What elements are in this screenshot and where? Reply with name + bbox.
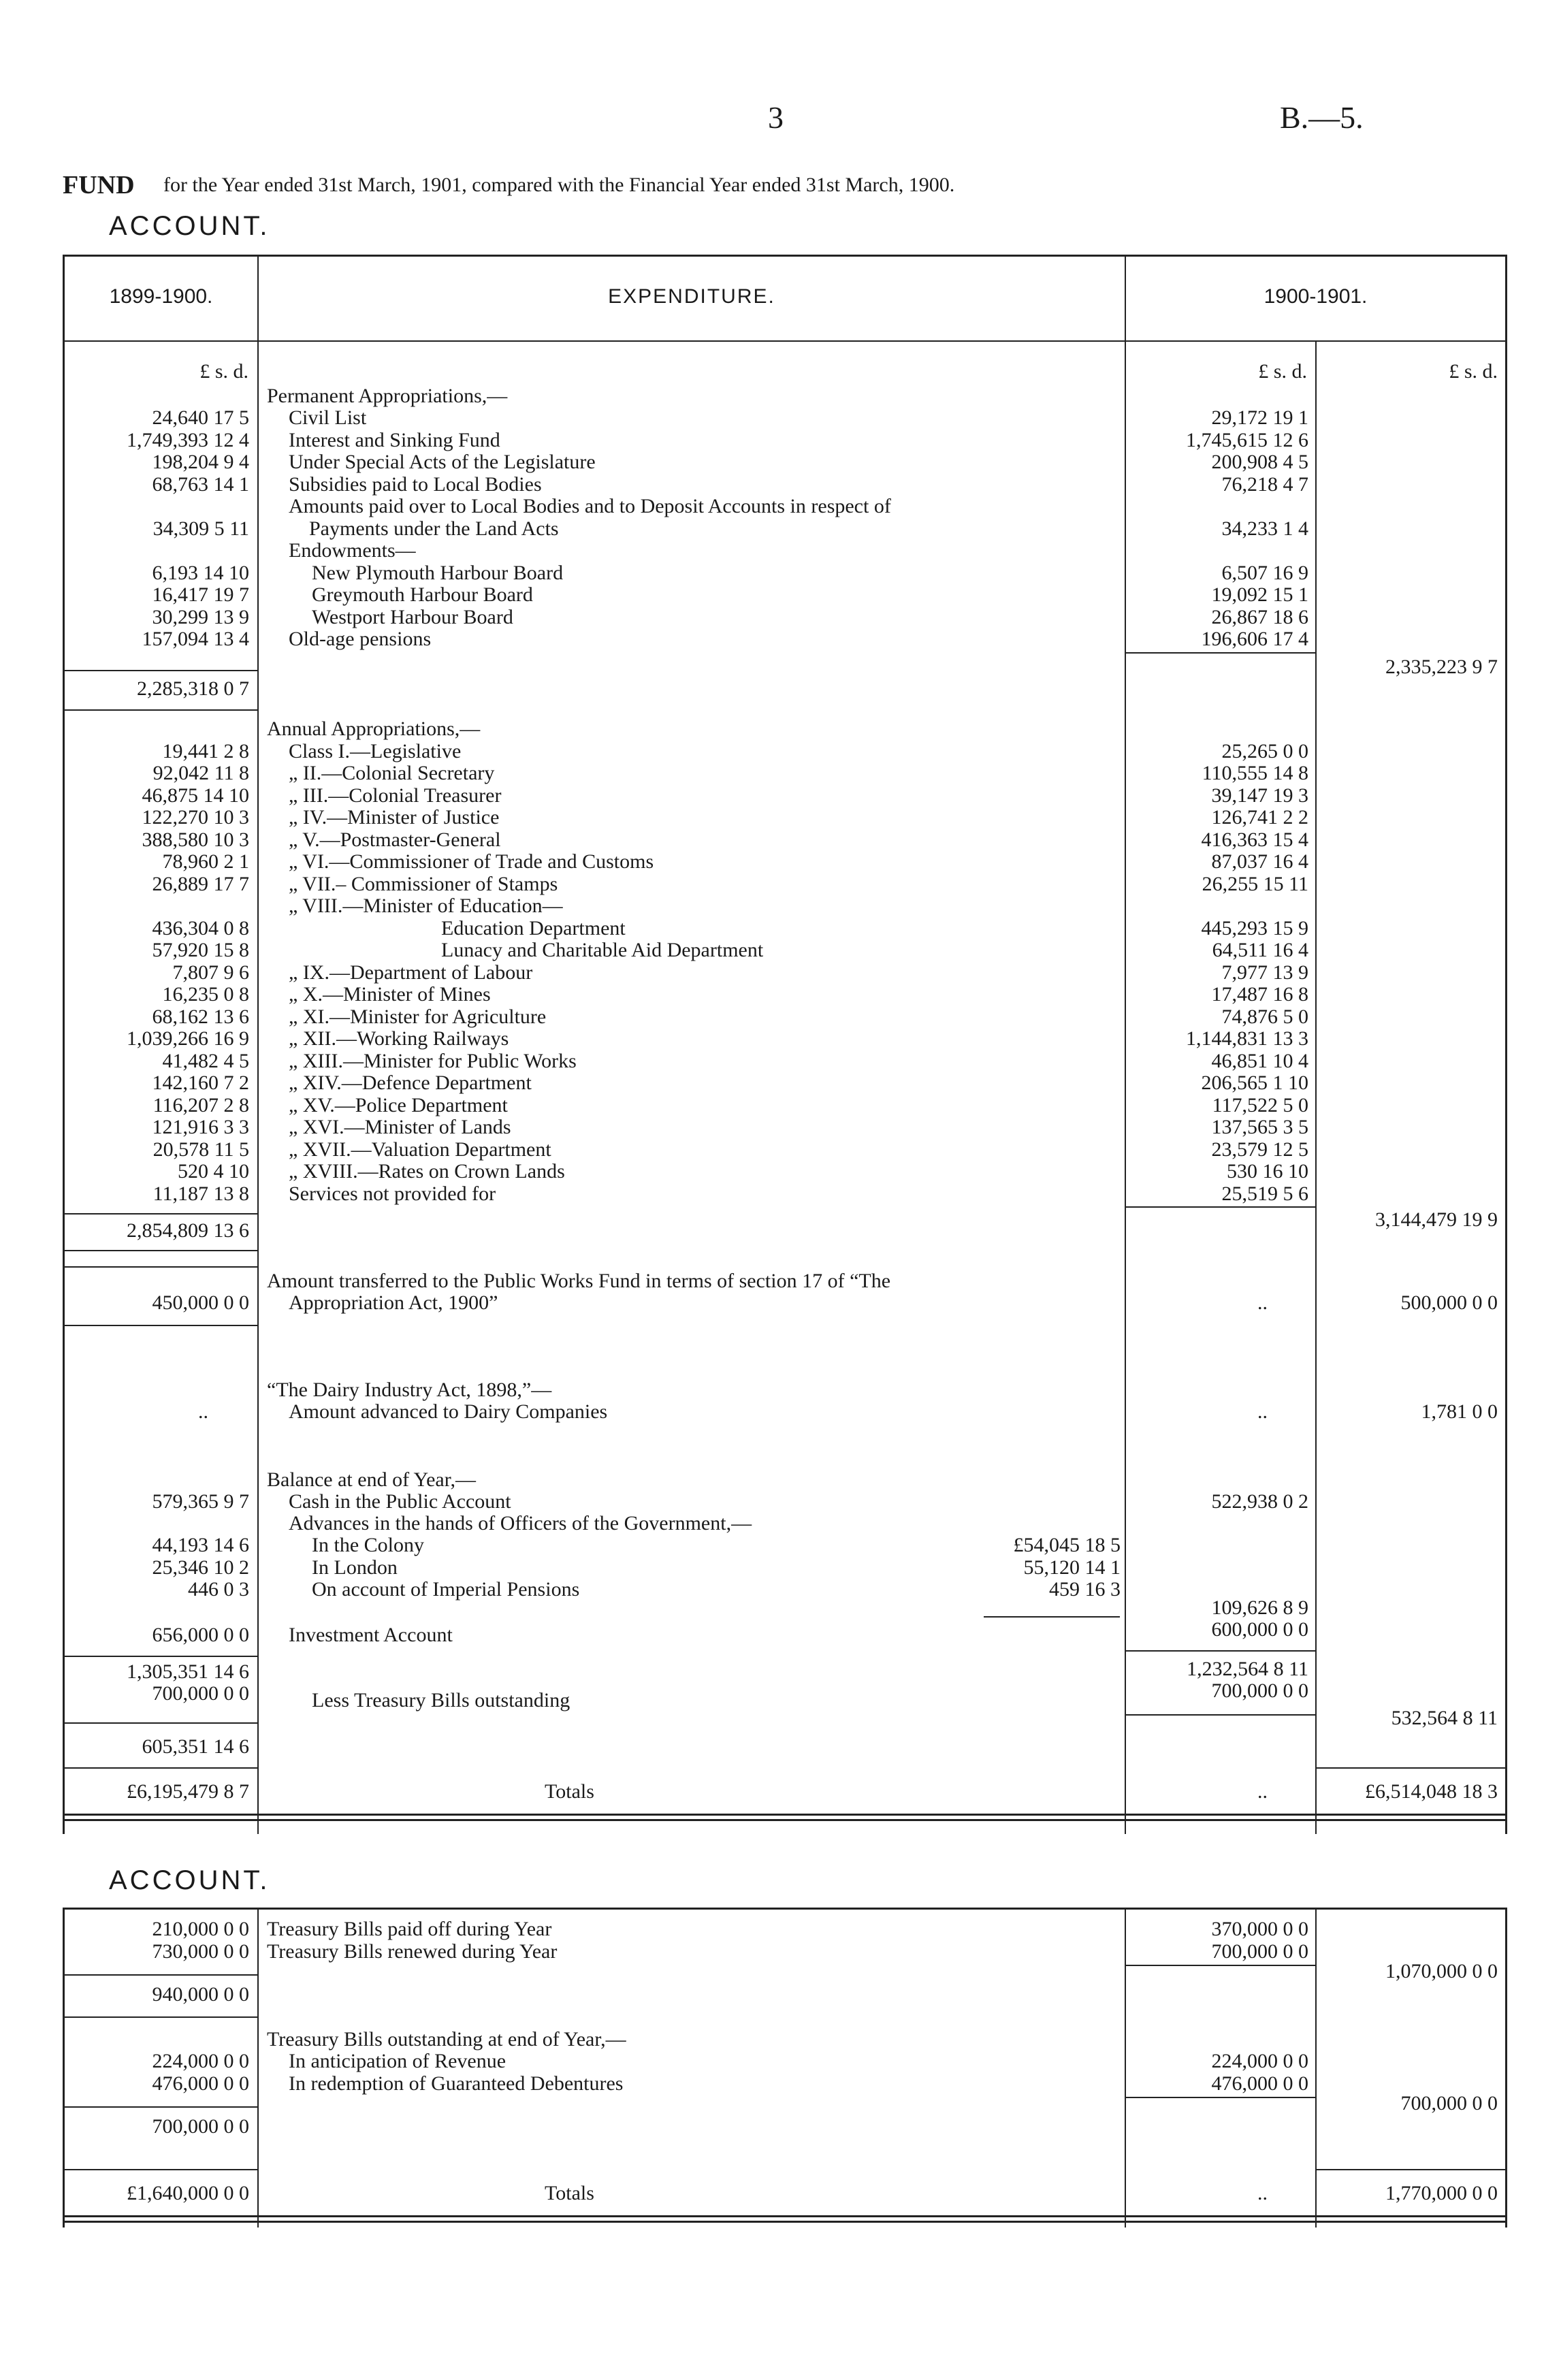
deposit-label-line2: Payments under the Land Acts	[309, 517, 559, 540]
transfer-curr: ..	[1257, 1291, 1268, 1314]
annual-row-curr: 87,037 16 4	[1211, 850, 1308, 873]
second-sub2-prev-rule-bottom	[65, 2169, 257, 2170]
col-header-curr: 1900-1901.	[1264, 285, 1368, 308]
fund-title-bold: FUND	[63, 171, 135, 199]
transfer-prev: 450,000 0 0	[152, 1291, 249, 1314]
second-outstanding-heading: Treasury Bills outstanding at end of Year,—	[267, 2028, 626, 2051]
annual-row-label: „ VIII.—Minister of Education—	[289, 895, 563, 917]
annual-row-prev: 142,160 7 2	[152, 1072, 249, 1094]
annual-row-label: „ XV.—Police Department	[289, 1093, 508, 1116]
series-code: B.—5.	[1280, 100, 1364, 135]
second-column-rule-2	[1125, 1908, 1126, 2228]
grand-total-rule-top	[63, 1814, 1507, 1816]
annual-row-label: „ XVI.—Minister of Lands	[289, 1116, 511, 1138]
annual-row-label: „ X.—Minister of Mines	[289, 983, 491, 1006]
permanent-prev-rule	[65, 670, 257, 671]
annual-row-prev: 68,162 13 6	[152, 1005, 249, 1028]
grand-total-prev: £6,195,479 8 7	[127, 1780, 249, 1803]
advances-row-prev: 446 0 3	[188, 1578, 249, 1601]
endowment-row-prev: 16,417 19 7	[152, 583, 249, 606]
annual-row-label: „ II.—Colonial Secretary	[289, 762, 495, 784]
endowment-row-curr: 196,606 17 4	[1201, 628, 1308, 650]
endowment-row-label: Greymouth Harbour Board	[312, 583, 533, 606]
permanent-row-label: Interest and Sinking Fund	[289, 428, 500, 451]
permanent-row-curr: 1,745,615 12 6	[1186, 428, 1308, 451]
second-column-rule-3	[1315, 1908, 1317, 2228]
cash-label: Cash in the Public Account	[289, 1490, 511, 1513]
balance-net-prev: 605,351 14 6	[142, 1735, 249, 1758]
annual-row-prev: 122,270 10 3	[142, 806, 249, 829]
annual-row-curr: 17,487 16 8	[1211, 983, 1308, 1006]
second-row-label: Treasury Bills paid off during Year	[267, 1918, 552, 1940]
permanent-row-curr: 76,218 4 7	[1221, 472, 1308, 496]
deposit-label-line1: Amounts paid over to Local Bodies and to Deposit Accounts in respect of	[289, 495, 891, 517]
annual-row-prev: 46,875 14 10	[142, 784, 249, 807]
annual-row-curr: 39,147 19 3	[1211, 784, 1308, 807]
annual-row-label: „ XII.—Working Railways	[289, 1027, 509, 1050]
annual-row-label: „ IV.—Minister of Justice	[289, 806, 500, 829]
endowment-row-curr: 19,092 15 1	[1211, 583, 1308, 606]
second-sub1-curr-rule	[1126, 1965, 1315, 1966]
second-sub2-total-rule	[1317, 2169, 1505, 2170]
balance-prev-rule	[65, 1722, 257, 1724]
endowment-row-curr: 6,507 16 9	[1221, 561, 1308, 584]
second-column-rule-1	[257, 1908, 259, 2228]
annual-prev-rule-bottom	[65, 1250, 257, 1251]
permanent-row-prev: 24,640 17 5	[152, 406, 249, 429]
subtotal-curr: 1,232,564 8 11	[1187, 1658, 1308, 1680]
second-sub1-prev-rule-bottom	[65, 2016, 257, 2018]
annual-row-curr: 126,741 2 2	[1211, 806, 1308, 829]
advances-row-label: On account of Imperial Pensions	[312, 1578, 580, 1601]
subtotal-prev: 1,305,351 14 6	[127, 1660, 249, 1683]
annual-row-label: Class I.—Legislative	[289, 739, 462, 762]
annual-row-curr: 23,579 12 5	[1211, 1138, 1308, 1161]
annual-row-prev: 121,916 3 3	[152, 1116, 249, 1138]
permanent-curr-rule	[1126, 652, 1315, 654]
annual-row-label: „ XIV.—Defence Department	[289, 1072, 532, 1094]
endowment-row-label: Old-age pensions	[289, 628, 432, 650]
second-total-total: 1,770,000 0 0	[1385, 2182, 1498, 2204]
annual-row-label: „ XVIII.—Rates on Crown Lands	[289, 1160, 565, 1183]
permanent-prev-rule-bottom	[65, 709, 257, 711]
investment-prev-rule	[65, 1656, 257, 1657]
annual-row-prev: 16,235 0 8	[162, 983, 249, 1006]
deposit-curr: 34,233 1 4	[1221, 517, 1308, 540]
annual-row-curr: 530 16 10	[1227, 1160, 1308, 1183]
annual-row-curr: 445,293 15 9	[1201, 916, 1308, 939]
balance-heading: Balance at end of Year,—	[267, 1468, 477, 1491]
page-number: 3	[768, 100, 784, 135]
permanent-row-label: Subsidies paid to Local Bodies	[289, 472, 542, 496]
account-heading: ACCOUNT.	[109, 211, 270, 241]
annual-row-curr: 206,565 1 10	[1201, 1072, 1308, 1094]
annual-row-prev: 57,920 15 8	[152, 939, 249, 961]
second-sub1-prev-rule	[65, 1974, 257, 1976]
annual-row-label: „ XVII.—Valuation Department	[289, 1138, 551, 1161]
cash-curr: 522,938 0 2	[1211, 1490, 1308, 1513]
annual-row-curr: 7,977 13 9	[1221, 961, 1308, 984]
annual-row-curr: 46,851 10 4	[1211, 1049, 1308, 1072]
annual-row-prev: 20,578 11 5	[152, 1138, 249, 1161]
advances-heading: Advances in the hands of Officers of the Government,—	[289, 1512, 752, 1534]
grand-total-rule-bottom	[63, 1819, 1507, 1821]
second-row-prev: 210,000 0 0	[152, 1918, 249, 1940]
permanent-row-prev: 198,204 9 4	[152, 451, 249, 473]
annual-row-prev: 19,441 2 8	[162, 739, 249, 762]
advances-row-amount: 459 16 3	[1049, 1578, 1121, 1601]
annual-row-curr: 26,255 15 11	[1202, 872, 1308, 895]
annual-row-curr: 25,265 0 0	[1221, 739, 1308, 762]
advances-total: 109,626 8 9	[1211, 1596, 1308, 1619]
transfer-total: 500,000 0 0	[1400, 1291, 1498, 1314]
second-sub2-prev-rule	[65, 2106, 257, 2108]
second-outstanding-label: In anticipation of Revenue	[289, 2050, 506, 2072]
annual-prev-rule	[65, 1213, 257, 1215]
advances-row-label: In the Colony	[312, 1534, 424, 1556]
dairy-prev: ..	[198, 1400, 208, 1423]
grand-totals-label: Totals	[545, 1780, 594, 1803]
annual-row-curr: 64,511 16 4	[1212, 939, 1308, 961]
fund-title: for the Year ended 31st March, 1901, compared with the Financial Year ended 31st March, 1900.	[163, 174, 955, 196]
col-header-expenditure: EXPENDITURE.	[608, 285, 775, 308]
annual-row-curr: 117,522 5 0	[1212, 1093, 1308, 1116]
permanent-total-curr: 2,335,223 9 7	[1385, 655, 1498, 678]
dairy-total: 1,781 0 0	[1421, 1400, 1498, 1423]
advances-row-prev: 44,193 14 6	[152, 1534, 249, 1556]
annual-row-curr: 416,363 15 4	[1201, 828, 1308, 851]
endowment-row-label: New Plymouth Harbour Board	[312, 561, 564, 584]
cash-prev: 579,365 9 7	[152, 1490, 249, 1513]
advances-amount-rule	[984, 1616, 1120, 1618]
permanent-total-prev: 2,285,318 0 7	[137, 677, 249, 700]
annual-row-label: „ IX.—Department of Labour	[289, 961, 533, 984]
endowments-heading: Endowments—	[289, 539, 416, 562]
second-outstanding-label: In redemption of Guaranteed Debentures	[289, 2072, 624, 2095]
transfer-label-line2: Appropriation Act, 1900”	[289, 1291, 498, 1314]
second-total-curr: ..	[1257, 2182, 1268, 2204]
grand-total-curr: ..	[1257, 1780, 1268, 1803]
annual-heading: Annual Appropriations,—	[267, 718, 481, 740]
second-outstanding-prev: 476,000 0 0	[152, 2072, 249, 2095]
annual-row-prev: 116,207 2 8	[152, 1093, 249, 1116]
second-table-right	[1505, 1908, 1507, 2228]
annual-row-label: „ XI.—Minister for Agriculture	[289, 1005, 547, 1028]
investment-curr-rule	[1126, 1650, 1315, 1652]
second-account-heading: ACCOUNT.	[109, 1865, 270, 1895]
less-treasury-label: Less Treasury Bills outstanding	[312, 1689, 570, 1711]
second-sub2-curr-rule	[1126, 2097, 1315, 2098]
annual-row-prev: 92,042 11 8	[152, 762, 249, 784]
second-table-top	[63, 1908, 1507, 1910]
second-sub2-prev: 700,000 0 0	[152, 2115, 249, 2138]
annual-row-prev: 436,304 0 8	[152, 916, 249, 939]
second-table-left	[63, 1908, 65, 2228]
second-row-curr: 700,000 0 0	[1211, 1940, 1308, 1963]
balance-net-total: 532,564 8 11	[1391, 1707, 1498, 1729]
annual-curr-rule	[1126, 1206, 1315, 1208]
second-total-rule-bottom	[63, 2221, 1507, 2223]
annual-row-label: „ VI.—Commissioner of Trade and Customs	[289, 850, 654, 873]
annual-row-prev: 1,039,266 16 9	[127, 1027, 249, 1050]
permanent-row-prev: 68,763 14 1	[152, 472, 249, 496]
dairy-label-line2: Amount advanced to Dairy Companies	[289, 1400, 608, 1423]
annual-row-curr: 137,565 3 5	[1211, 1116, 1308, 1138]
endowment-row-prev: 6,193 14 10	[152, 561, 249, 584]
column-rule-1	[257, 255, 259, 1834]
second-total-prev: £1,640,000 0 0	[127, 2182, 249, 2204]
second-total-rule-top	[63, 2215, 1507, 2217]
less-treasury-prev: 700,000 0 0	[152, 1682, 249, 1705]
second-sub2-total: 700,000 0 0	[1400, 2092, 1498, 2114]
deposit-prev: 34,309 5 11	[152, 517, 249, 540]
annual-row-prev: 388,580 10 3	[142, 828, 249, 851]
permanent-row-curr: 200,908 4 5	[1211, 451, 1308, 473]
annual-row-curr: 110,555 14 8	[1202, 762, 1308, 784]
second-sub1-total: 1,070,000 0 0	[1385, 1960, 1498, 1982]
transfer-prev-rule-bottom	[65, 1325, 257, 1326]
transfer-prev-rule	[65, 1266, 257, 1268]
endowment-row-prev: 30,299 13 9	[152, 605, 249, 628]
table-left-border	[63, 255, 65, 1834]
annual-row-prev: 11,187 13 8	[152, 1182, 249, 1205]
less-treasury-curr-rule	[1126, 1714, 1315, 1716]
endowment-row-label: Westport Harbour Board	[312, 605, 513, 628]
column-rule-2	[1125, 255, 1126, 1834]
endowment-row-prev: 157,094 13 4	[142, 628, 249, 650]
grand-total-total: £6,514,048 18 3	[1365, 1780, 1498, 1803]
annual-row-label: „ V.—Postmaster-General	[289, 828, 501, 851]
permanent-row-label: Civil List	[289, 406, 367, 429]
permanent-row-prev: 1,749,393 12 4	[127, 428, 249, 451]
units-total: £ s. d.	[1449, 360, 1498, 383]
advances-row-amount: 55,120 14 1	[1023, 1556, 1121, 1579]
second-row-prev: 730,000 0 0	[152, 1940, 249, 1963]
dairy-curr: ..	[1257, 1400, 1268, 1423]
balance-prev-rule-bottom	[65, 1767, 257, 1769]
advances-row-amount: £54,045 18 5	[1013, 1534, 1121, 1556]
permanent-row-label: Under Special Acts of the Legislature	[289, 451, 596, 473]
annual-row-curr: 1,144,831 13 3	[1186, 1027, 1308, 1050]
annual-row-prev: 7,807 9 6	[172, 961, 249, 984]
second-outstanding-curr: 476,000 0 0	[1211, 2072, 1308, 2095]
investment-curr: 600,000 0 0	[1211, 1618, 1308, 1641]
endowment-row-curr: 26,867 18 6	[1211, 605, 1308, 628]
advances-row-prev: 25,346 10 2	[152, 1556, 249, 1579]
less-treasury-curr: 700,000 0 0	[1211, 1679, 1308, 1702]
annual-row-prev: 26,889 17 7	[152, 872, 249, 895]
investment-prev: 656,000 0 0	[152, 1624, 249, 1646]
investment-label: Investment Account	[289, 1624, 453, 1646]
advances-row-label: In London	[312, 1556, 398, 1579]
permanent-heading: Permanent Appropriations,—	[267, 385, 508, 407]
units-curr: £ s. d.	[1258, 360, 1307, 383]
annual-row-curr: 74,876 5 0	[1221, 1005, 1308, 1028]
table-right-border	[1505, 255, 1507, 1834]
table-top-border	[63, 255, 1507, 257]
annual-row-label: Education Department	[441, 916, 626, 939]
annual-row-label: „ VII.– Commissioner of Stamps	[289, 872, 558, 895]
second-row-curr: 370,000 0 0	[1211, 1918, 1308, 1940]
annual-row-label: Lunacy and Charitable Aid Department	[441, 939, 764, 961]
annual-total-curr: 3,144,479 19 9	[1375, 1208, 1498, 1231]
annual-row-label: „ III.—Colonial Treasurer	[289, 784, 502, 807]
second-outstanding-prev: 224,000 0 0	[152, 2050, 249, 2072]
balance-total-rule	[1317, 1767, 1505, 1769]
col-header-prev: 1899-1900.	[109, 285, 213, 308]
annual-row-label: Services not provided for	[289, 1182, 496, 1205]
annual-total-prev: 2,854,809 13 6	[127, 1219, 249, 1242]
dairy-label-line1: “The Dairy Industry Act, 1898,”—	[267, 1379, 552, 1401]
annual-row-prev: 78,960 2 1	[162, 850, 249, 873]
header-rule	[63, 340, 1507, 342]
second-totals-label: Totals	[545, 2182, 594, 2204]
units-prev: £ s. d.	[199, 360, 248, 383]
annual-row-prev: 520 4 10	[178, 1160, 249, 1183]
permanent-row-curr: 29,172 19 1	[1211, 406, 1308, 429]
column-rule-3	[1315, 340, 1317, 1834]
annual-row-curr: 25,519 5 6	[1221, 1182, 1308, 1205]
second-sub1-prev: 940,000 0 0	[152, 1983, 249, 2006]
second-outstanding-curr: 224,000 0 0	[1211, 2050, 1308, 2072]
second-row-label: Treasury Bills renewed during Year	[267, 1940, 558, 1963]
annual-row-prev: 41,482 4 5	[162, 1049, 249, 1072]
transfer-label-line1: Amount transferred to the Public Works Fund in terms of section 17 of “The	[267, 1270, 891, 1292]
annual-row-label: „ XIII.—Minister for Public Works	[289, 1049, 577, 1072]
